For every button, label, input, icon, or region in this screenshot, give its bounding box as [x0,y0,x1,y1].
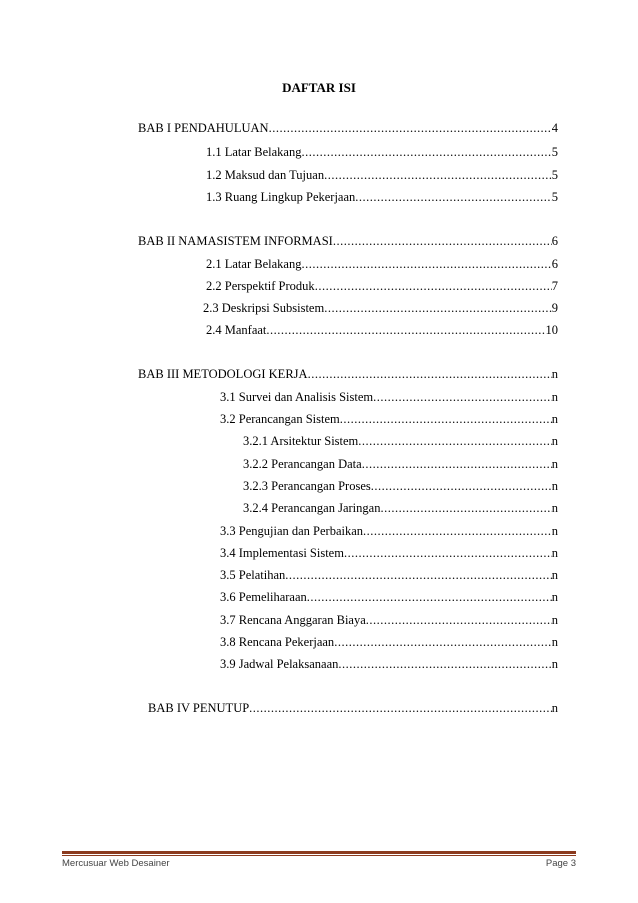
dot-leader [266,322,545,338]
toc-page: n [551,613,558,627]
toc-label: 1.2 Maksud dan Tujuan [206,168,325,182]
toc-page: n [551,590,558,604]
toc-entry[interactable] [206,322,558,338]
dot-leader [338,656,551,672]
toc-entry[interactable] [220,389,558,405]
dot-leader [285,567,551,583]
toc-entry[interactable] [206,167,558,183]
toc-label: 3.7 Rencana Anggaran Biaya [220,613,366,627]
toc-entry[interactable] [148,700,558,716]
toc-page: n [551,546,558,560]
toc-entry[interactable] [206,189,558,205]
footer-page-number: Page 3 [545,858,576,869]
dot-leader [344,545,552,561]
footer-divider-thin [62,855,576,856]
dot-leader [333,233,552,249]
dot-leader [358,433,551,449]
toc-page: 9 [551,301,558,315]
toc-label: 3.2.4 Perancangan Jaringan [243,501,381,515]
dot-leader [301,256,551,272]
dot-leader [363,523,552,539]
dot-leader [373,389,552,405]
toc-entry[interactable] [138,233,558,249]
toc-label: 2.4 Manfaat [206,323,267,337]
toc-label: BAB III METODOLOGI KERJA [138,367,308,381]
toc-entry[interactable] [206,144,558,160]
toc-page: n [551,701,558,715]
toc-label: 3.8 Rencana Pekerjaan [220,635,335,649]
toc-page: 5 [551,168,558,182]
toc-label: 3.2.1 Arsitektur Sistem [243,434,359,448]
toc-label: 3.1 Survei dan Analisis Sistem [220,390,374,404]
toc-label: 1.3 Ruang Lingkup Pekerjaan [206,190,356,204]
toc-label: 3.9 Jadwal Pelaksanaan [220,657,339,671]
toc-entry[interactable] [220,589,558,605]
toc-page: 6 [551,234,558,248]
toc-page: n [551,568,558,582]
toc-entry[interactable] [243,433,558,449]
toc-page: n [551,524,558,538]
toc-label: 3.2.2 Perancangan Data [243,457,362,471]
toc-entry[interactable] [203,300,558,316]
toc-entry[interactable] [243,478,558,494]
toc-page: n [551,367,558,381]
dot-leader [380,500,551,516]
toc-entry[interactable] [206,256,558,272]
toc-entry[interactable] [243,456,558,472]
toc-entry[interactable] [220,656,558,672]
dot-leader [324,167,552,183]
toc-page: n [551,657,558,671]
toc-page: n [551,390,558,404]
toc-page: 7 [551,279,558,293]
toc-entry[interactable] [220,634,558,650]
toc-page: n [551,457,558,471]
dot-leader [334,634,552,650]
toc-label: BAB IV PENUTUP [148,701,250,715]
toc-label: 2.1 Latar Belakang [206,257,302,271]
toc-entry[interactable] [220,523,558,539]
page-title: DAFTAR ISI [282,80,356,95]
toc-page: 4 [551,121,558,135]
toc-entry[interactable] [138,120,558,136]
dot-leader [249,700,552,716]
dot-leader [315,278,552,294]
toc-label: 2.2 Perspektif Produk [206,279,315,293]
toc-label: 3.2.3 Perancangan Proses [243,479,371,493]
toc-entry[interactable] [243,500,558,516]
toc-label: 3.2 Perancangan Sistem [220,412,340,426]
dot-leader [307,589,552,605]
dot-leader [366,612,552,628]
toc-label: 2.3 Deskripsi Subsistem [203,301,325,315]
toc-page: n [551,635,558,649]
toc-page: n [551,479,558,493]
toc-entry[interactable] [220,545,558,561]
toc-label: 1.1 Latar Belakang [206,145,302,159]
dot-leader [362,456,552,472]
toc-entry[interactable] [220,567,558,583]
dot-leader [269,120,552,136]
toc-entry[interactable] [206,278,558,294]
toc-page: 10 [545,323,558,337]
toc-page: n [551,412,558,426]
toc-page: n [551,501,558,515]
toc-label: 3.5 Pelatihan [220,568,286,582]
toc-label: 3.6 Pemeliharaan [220,590,307,604]
toc-label: BAB II NAMASISTEM INFORMASI [138,234,333,248]
toc-entry[interactable] [220,612,558,628]
footer-publisher: Mercusuar Web Desainer [62,858,170,869]
dot-leader [324,300,552,316]
toc-page: 5 [551,145,558,159]
dot-leader [301,144,551,160]
toc-label: 3.3 Pengujian dan Perbaikan [220,524,364,538]
toc-page: 6 [551,257,558,271]
dot-leader [371,478,552,494]
toc-entry[interactable] [220,411,558,427]
toc-label: BAB I PENDAHULUAN [138,121,269,135]
footer-divider [62,851,576,854]
toc-entry[interactable] [138,366,558,382]
toc-label: 3.4 Implementasi Sistem [220,546,344,560]
toc-page: 5 [551,190,558,204]
dot-leader [308,366,552,382]
toc-page: n [551,434,558,448]
dot-leader [340,411,552,427]
dot-leader [355,189,551,205]
